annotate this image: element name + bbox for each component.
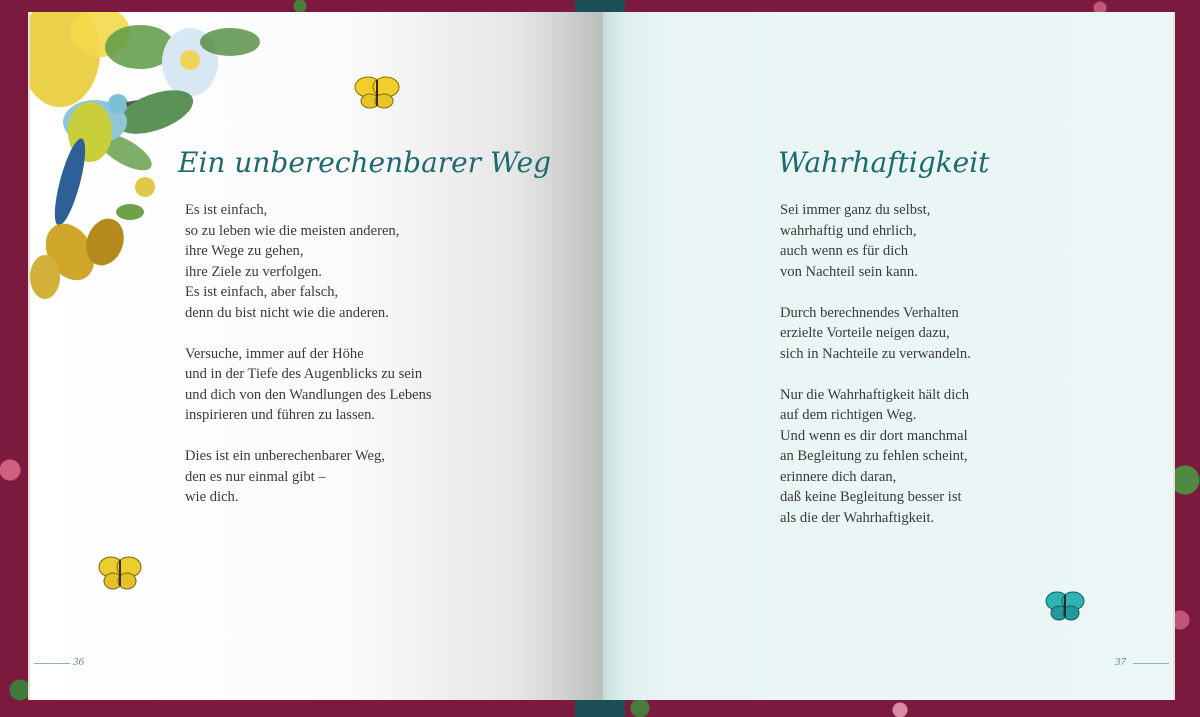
poem-line: Es ist einfach, aber falsch, <box>185 284 339 300</box>
poem-line: so zu leben wie die meisten anderen, <box>185 222 400 239</box>
teal-butterfly-icon <box>1044 589 1086 623</box>
poem-line: Versuche, immer auf der Höhe <box>185 345 364 362</box>
poem-line: Es ist einfach, <box>185 202 268 218</box>
poem-left <box>185 200 432 508</box>
poem-line: und in der Tiefe des Augenblicks zu sein <box>185 366 423 382</box>
poem-line: wie dich. <box>185 489 239 505</box>
stanza <box>780 385 971 529</box>
stanza <box>185 446 432 508</box>
poem-line: Und wenn es dir dort manchmal <box>780 427 968 444</box>
poem-line: denn du bist nicht wie die anderen. <box>185 304 389 321</box>
stanza <box>185 200 432 323</box>
poem-right <box>780 200 971 528</box>
poem-line: inspirieren und führen zu lassen. <box>185 407 376 423</box>
poem-line: ihre Ziele zu verfolgen. <box>185 263 322 280</box>
footer-rule-left <box>34 663 70 664</box>
stanza <box>185 344 432 426</box>
poem-line: Nur die Wahrhaftigkeit hält dich <box>780 386 970 403</box>
footer-rule-right <box>1133 663 1169 664</box>
poem-title-left: Ein unberechenbarer Weg <box>178 146 552 179</box>
poem-line: Sei immer ganz du selbst, <box>780 202 931 218</box>
poem-line: erzielte Vorteile neigen dazu, <box>780 325 950 341</box>
poem-line: Durch berechnendes Verhalten <box>780 304 959 321</box>
poem-line: den es nur einmal gibt – <box>185 468 326 485</box>
yellow-butterfly-icon <box>96 553 144 593</box>
poem-line: an Begleitung zu fehlen scheint, <box>780 448 968 464</box>
poem-line: auch wenn es für dich <box>780 243 909 259</box>
poem-line: sich in Nachteile zu verwandeln. <box>780 345 971 362</box>
poem-title-right: Wahrhaftigkeit <box>778 146 990 179</box>
poem-line: und dich von den Wandlungen des Lebens <box>185 386 432 403</box>
poem-line: Dies ist ein unberechenbarer Weg, <box>185 448 385 464</box>
poem-line: daß keine Begleitung besser ist <box>780 489 962 505</box>
page-number-right: 37 <box>1115 656 1126 668</box>
poem-line: auf dem richtigen Weg. <box>780 407 917 423</box>
poem-line: von Nachteil sein kann. <box>780 263 918 280</box>
poem-line: wahrhaftig und ehrlich, <box>780 222 917 239</box>
poem-line: erinnere dich daran, <box>780 468 897 485</box>
poem-line: als die der Wahrhaftigkeit. <box>780 509 935 526</box>
page-number-left: 36 <box>73 656 84 668</box>
stanza <box>780 200 971 282</box>
poem-line: ihre Wege zu gehen, <box>185 243 304 259</box>
stanza <box>780 303 971 365</box>
yellow-butterfly-icon <box>352 72 402 112</box>
